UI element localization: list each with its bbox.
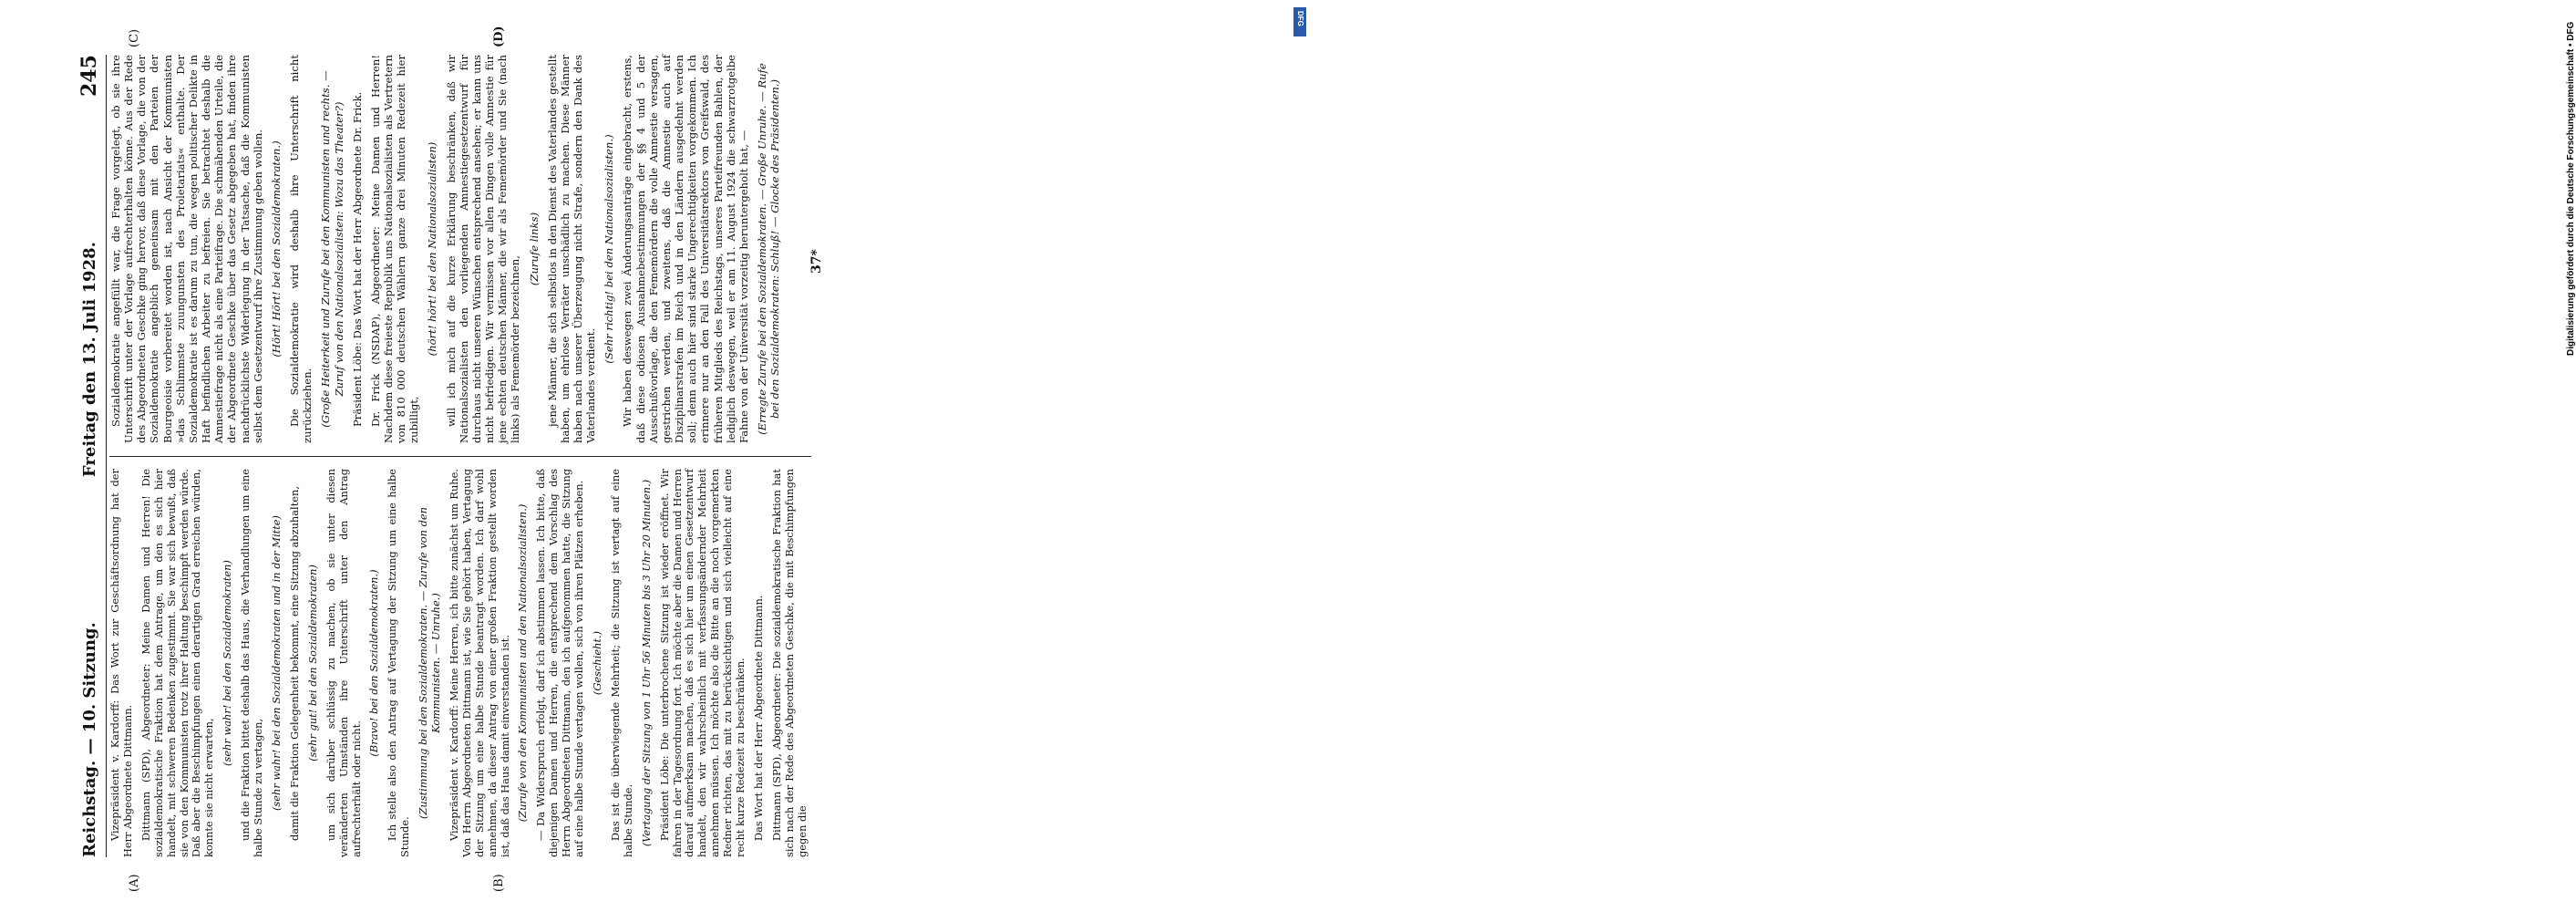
left-column (109, 469, 811, 857)
interjection: (sehr wahr! bei den Sozialdemokraten und in der Mitte) (269, 515, 283, 812)
header-date: Freitag den 13. Juli 1928. (79, 242, 99, 478)
interjection: (Sehr richtig! bei den Nationalsozialisten.) (603, 134, 616, 364)
sheet-signature: 37* (809, 249, 824, 274)
interjection: (sehr gut! bei den Sozialdemokraten) (305, 565, 319, 762)
paragraph: Sozialdemokratie angefüllt war, die Frage vorgelegt, ob sie ihre Unterschrift unter der Vorlage aufrechterhalten könne. Aus der Rede des Abgeordneten Geschke ging hervor, daß diese Vorlage, die von der Sozialdemokratie angeblich gemeinsam mit den Parteien der Bourgeoisie vorbereitet worden ist, nach Ansicht der Kommunisten »das Schlimmste zuungunsten des Proletariats« enthalte. Der Sozialdemokratie ist es darum zu tun, die wegen politischer Delikte in Haft befindlichen Arbeiter zu befreien. Sie betrachtet deshalb die Amnestiefrage nicht als eine Parteifrage. Die schmähenden Urteile, die der Abgeordnete Geschke über das Gesetz abgegeben hat, finden ihre nachdrücklichste Widerlegung in der Tatsache, daß die Kommunisten selbst dem Gesetzentwurf ihre Zustimmung geben wollen. (109, 55, 264, 443)
interjection: (Zurufe von den Kommunisten und den Nationalsozialisten.) (516, 503, 530, 823)
header-session: Reichstag. — 10. Sitzung. (79, 622, 99, 857)
paragraph: um sich darüber schlüssig zu machen, ob sie unter diesen veränderten Umständen ihre Unterschrift unter den Antrag aufrechterhält oder nicht. (324, 469, 363, 857)
interjection: (Geschieht.) (591, 630, 603, 696)
paragraph: Ich stelle also den Antrag auf Vertagung der Sitzung um eine halbe Stunde. (386, 469, 412, 857)
paragraph: Vizepräsident v. Kardorff: Meine Herren, ich bitte zunächst um Ruhe. Von Herrn Abgeordneten Dittmann ist, wie Sie gehört haben, Vertagung der Sitzung um eine halbe Stunde beantragt worden. Ich darf wohl annehmen, da dieser Antrag von einer großen Fraktion gestellt worden ist, daß das Haus damit einverstanden ist. (447, 469, 511, 857)
paragraph: Vizepräsident v. Kardorff: Das Wort zur Geschäftsordnung hat der Herr Abgeordnete Dittmann. (108, 469, 134, 857)
margin-mark-b: (B) (492, 874, 506, 892)
page-header (73, 55, 107, 857)
paragraph: und die Fraktion bittet deshalb das Haus, die Verhandlungen um eine halbe Stunde zu vertagen, (239, 469, 265, 857)
rotated-document-page (0, 0, 839, 912)
paragraph: Dr. Frick (NSDAP), Abgeordneter: Meine Damen und Herren! Nachdem diese freieste Republik uns Nationalsozialisten als Vertretern von 810 000 deutschen Wählern ganze drei Minuten Redezeit hier zubilligt, (368, 55, 421, 443)
side-strip (1271, 0, 2576, 912)
interjection: (Große Heiterkeit und Zurufe bei den Kommunisten und rechts. — Zuruf von den Nationalsozialisten: Wozu das Theater?) (319, 70, 345, 428)
digitization-note: Digitalisierung gefördert durch die Deutsche Forschungsgemeinschaft • DFG (2566, 21, 2576, 356)
paragraph: jene Männer, die sich selbstlos in den Dienst des Vaterlandes gestellt haben, um ehrlose Verräter unschädlich zu machen. Diese Männer haben nach unserer Überzeugung nicht Strafe, sondern den Dank des Vaterlandes verdient. (545, 55, 598, 443)
paragraph: — Da Widerspruch erfolgt, darf ich abstimmen lassen. Ich bitte, daß diejenigen Damen und Herren, die entsprechend dem Vorschlag des Herrn Abgeordneten Dittmann, den ich aufgenommen hatte, die Sitzung auf eine halbe Stunde vertagen wollen, sich von ihren Plätzen erheben. (534, 469, 586, 857)
paragraph: Das ist die überwiegende Mehrheit; die Sitzung ist vertagt auf eine halbe Stunde. (608, 469, 634, 857)
interjection: (sehr wahr! bei den Sozialdemokraten) (221, 560, 234, 766)
column-divider (109, 456, 811, 457)
interjection: (hört! hört! bei den Nationalsozialisten) (426, 141, 439, 357)
paragraph: Dittmann (SPD), Abgeordneter: Meine Damen und Herren! Die sozialdemokratische Fraktion hat dem Antrage, um den es sich hier handelt, mit schweren Bedenken zugestimmt. Sie war sich bewußt, daß sie von den Kommunisten trotz ihrer Haltung beschimpft werden würde. Daß aber die Beschimpfungen einen derartigen Grad erreichen würden, konnte sie nicht erwarten, (139, 469, 216, 857)
paragraph: Wir haben deswegen zwei Änderungsanträge eingebracht, erstens, daß diese odiosen Ausnahmebestimmungen der §§ 4 und 5 der Ausschußvorlage, die den Fememördern die volle Amnestie versagen, gestrichen werden, und zweitens, daß die Amnestie auch auf Disziplinarstrafen im Reich und in den Ländern ausgedehnt werden soll; denn auch hier sind starke Ungerechtigkeiten vorgekommen. Ich erinnere nur an den Fall des Universitätsrektors von Greifswald, des früheren Mitglieds des Reichstags, unseres Parteifreunden Bahlen, der lediglich deswegen, weil er am 11. August 1924 die schwarzrotgelbe Fahne von der Universität vorzeitig heruntergeholt hat, — (621, 55, 750, 443)
paragraph: Das Wort hat der Herr Abgeordnete Dittmann. (751, 595, 765, 841)
paragraph: Präsident Löbe: Das Wort hat der Herr Abgeordnete Dr. Frick. (350, 91, 364, 427)
page-number: 245 (77, 55, 101, 97)
interjection: (Vertagung der Sitzung von 1 Uhr 56 Minuten bis 3 Uhr 20 Minuten.) (639, 479, 653, 847)
interjection: (Bravo! bei den Sozialdemokraten.) (367, 569, 381, 757)
paragraph: Die Sozialdemokratie wird deshalb ihre Unterschrift nicht zurückziehen. (288, 55, 314, 443)
paragraph: damit die Fraktion Gelegenheit bekommt, eine Sitzung abzuhalten, (287, 486, 301, 841)
interjection: (Zustimmung bei den Sozialdemokraten. — Zurufe von den Kommunisten. — Unruhe.) (417, 507, 443, 819)
right-column (109, 55, 811, 443)
paragraph: Dittmann (SPD), Abgeordneter: Die sozialdemokratische Fraktion hat sich nach der Rede des Abgeordneten Geschke, die mit Beschimpfungen gegen die (769, 469, 809, 857)
paragraph: Präsident Löbe: Die unterbrochene Sitzung ist wieder eröffnet. Wir fahren in der Tagesordnung fort. Ich möchte aber die Damen und Herren darauf aufmerksam machen, daß es sich hier um einen Gesetzentwurf handelt, den wir wahrscheinlich mit verfassungsändernder Mehrheit annehmen müssen. Ich möchte also die Bitte an die noch vorgemerkten Redner richten, das mit zu berücksichtigen und sich vielleicht auf eine recht kurze Redezeit zu beschränken. (657, 469, 747, 857)
margin-mark-d: (D) (492, 26, 506, 47)
margin-mark-a: (A) (128, 874, 141, 892)
interjection: (Hört! Hört! bei den Sozialdemokraten.) (269, 140, 283, 358)
interjection: (Erregte Zurufe bei den Sozialdemokraten. — Große Unruhe. — Rufe bei den Sozialdemokraten: Schluß! — Glocke des Präsidenten.) (756, 63, 782, 435)
paragraph: will ich mich auf die kurze Erklärung beschränken, daß wir Nationalsozialisten den vorliegenden Amnestiegesetzentwurf für durchaus nicht unseren Wünschen entsprechend ansehen; er kann uns nicht befriedigen. Wir vermissen vor allen Dingen volle Amnestie für jene echten deutschen Männer, die wir als Fememörder und Sie (nach links) als Fememörder bezeichnen, (444, 55, 522, 443)
dfg-logo: DFG (1293, 7, 1306, 36)
interjection: (Zurufe links) (527, 212, 541, 286)
margin-mark-c: (C) (128, 28, 141, 47)
